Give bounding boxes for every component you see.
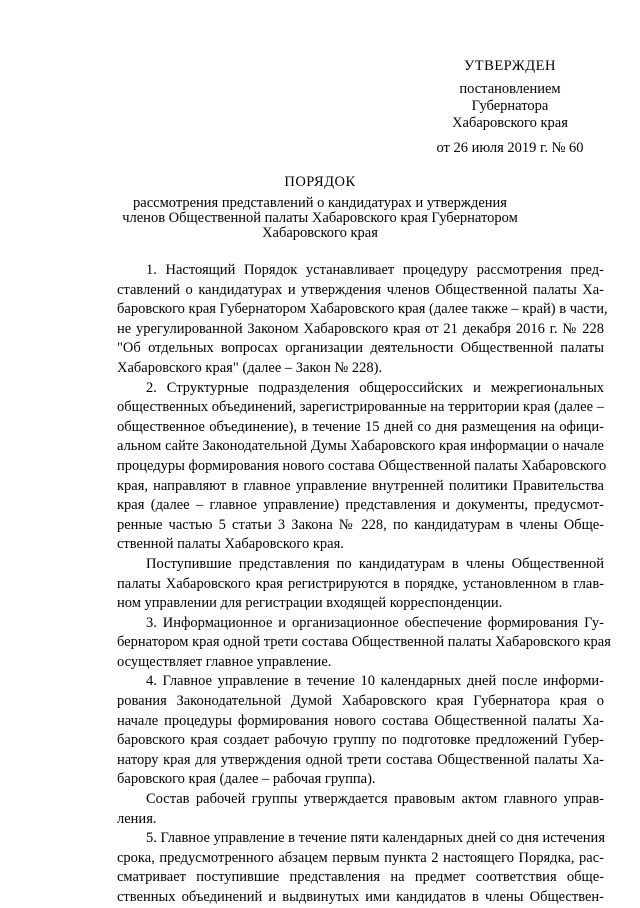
paragraph-line: натору края для утверждения одной трети состава Общественной палаты Ха- [117,751,604,768]
paragraph [117,379,607,555]
approval-heading: УТВЕРЖДЕН [464,58,556,74]
paragraph-line: ном управлении для регистрации входящей корреспонденции. [117,595,503,612]
paragraph-line: 3. Информационное и организационное обеспечение формирования Гу- [146,614,604,631]
paragraph-line: ренные частью 5 статьи 3 Закона № 228, по кандидатурам в члены Обще- [117,516,604,533]
paragraph-line: осуществляет главное управление. [117,653,332,670]
paragraph-line: баровского края (далее – рабочая группа). [117,771,376,788]
paragraph [117,829,604,907]
subtitle-line: Хабаровского края [262,225,378,241]
approval-block [410,58,610,157]
paragraph-line: 2. Структурные подразделения общероссийских и межрегиональных [146,379,604,396]
paragraph-line: рования Законодательной Думой Хабаровского края Губернатора края о [117,693,604,710]
paragraph-line: палаты Хабаровского края регистрируются в порядке, установленном в глав- [117,575,604,592]
approval-line: Губернатора [471,98,549,114]
paragraph-line: баровского края Губернатором Хабаровского края (далее также – край) в части, [117,301,608,318]
document-title: ПОРЯДОК [284,174,356,190]
paragraph-line: ления. [117,810,157,827]
paragraph [117,261,608,379]
paragraph-line: начале процедуры формирования нового состава Общественной палаты Ха- [117,712,604,729]
paragraph-line: срока, предусмотренного абзацем первым пункта 2 настоящего Порядка, рас- [117,849,604,866]
approval-date: от 26 июля 2019 г. № 60 [436,140,584,156]
paragraph-line: края (далее – главное управление) представления и документы, предусмот- [117,497,604,514]
subtitle-line: членов Общественной палаты Хабаровского края Губернатором [122,210,518,226]
approval-line: Хабаровского края [452,115,568,131]
paragraph-line: не урегулированной Законом Хабаровского края от 21 декабря 2016 г. № 228 [117,320,604,337]
document-body [117,261,611,908]
paragraph-line: ставлений о кандидатурах и утверждения членов Общественной палаты Ха- [117,281,604,298]
paragraph-line: бернатором края одной трети состава Общественной палаты Хабаровского края [117,634,611,651]
paragraph [117,555,604,614]
paragraph [117,672,604,790]
paragraph-line: края, направляют в главное управление внутренней политики Правительства [117,477,604,494]
subtitle-line: рассмотрения представлений о кандидатурах и утверждения [133,195,507,211]
paragraph-line: 4. Главное управление в течение 10 календарных дней после информи- [146,673,604,690]
paragraph [117,790,604,829]
paragraph-line: 5. Главное управление в течение пяти календарных дней со дня истечения [146,830,605,847]
paragraph-line: ственной палаты Хабаровского края. [117,536,344,553]
paragraph-line: сматривает поступившие представления на предмет соответствия обще- [117,869,604,886]
paragraph [117,614,611,673]
document-subtitle [110,196,530,241]
paragraph-line: альном сайте Законодательной Думы Хабаровского края информации о начале [117,438,604,455]
paragraph-line: Хабаровского края" (далее – Закон № 228). [117,359,383,376]
paragraph-line: ственных объединений и выдвинутых ими кандидатов в члены Обществен- [117,889,604,905]
paragraph-line: "Об отдельных вопросах организации деятельности Общественной палаты [117,340,604,357]
paragraph-line: Состав рабочей группы утверждается правовым актом главного управ- [146,791,604,808]
paragraph-line: общественных объединений, зарегистрированные на территории края (далее – [117,399,604,416]
paragraph-line: баровского края создает рабочую группу по подготовке предложений Губер- [117,732,604,749]
approval-line: постановлением [459,81,561,97]
paragraph-line: 1. Настоящий Порядок устанавливает процедуру рассмотрения пред- [146,262,604,278]
paragraph-line: процедуры формирования нового состава Общественной палаты Хабаровского [117,457,607,474]
paragraph-line: общественное объединение), в течение 15 дней со дня размещения на офици- [117,418,604,435]
paragraph-line: Поступившие представления по кандидатурам в члены Общественной [146,555,604,572]
